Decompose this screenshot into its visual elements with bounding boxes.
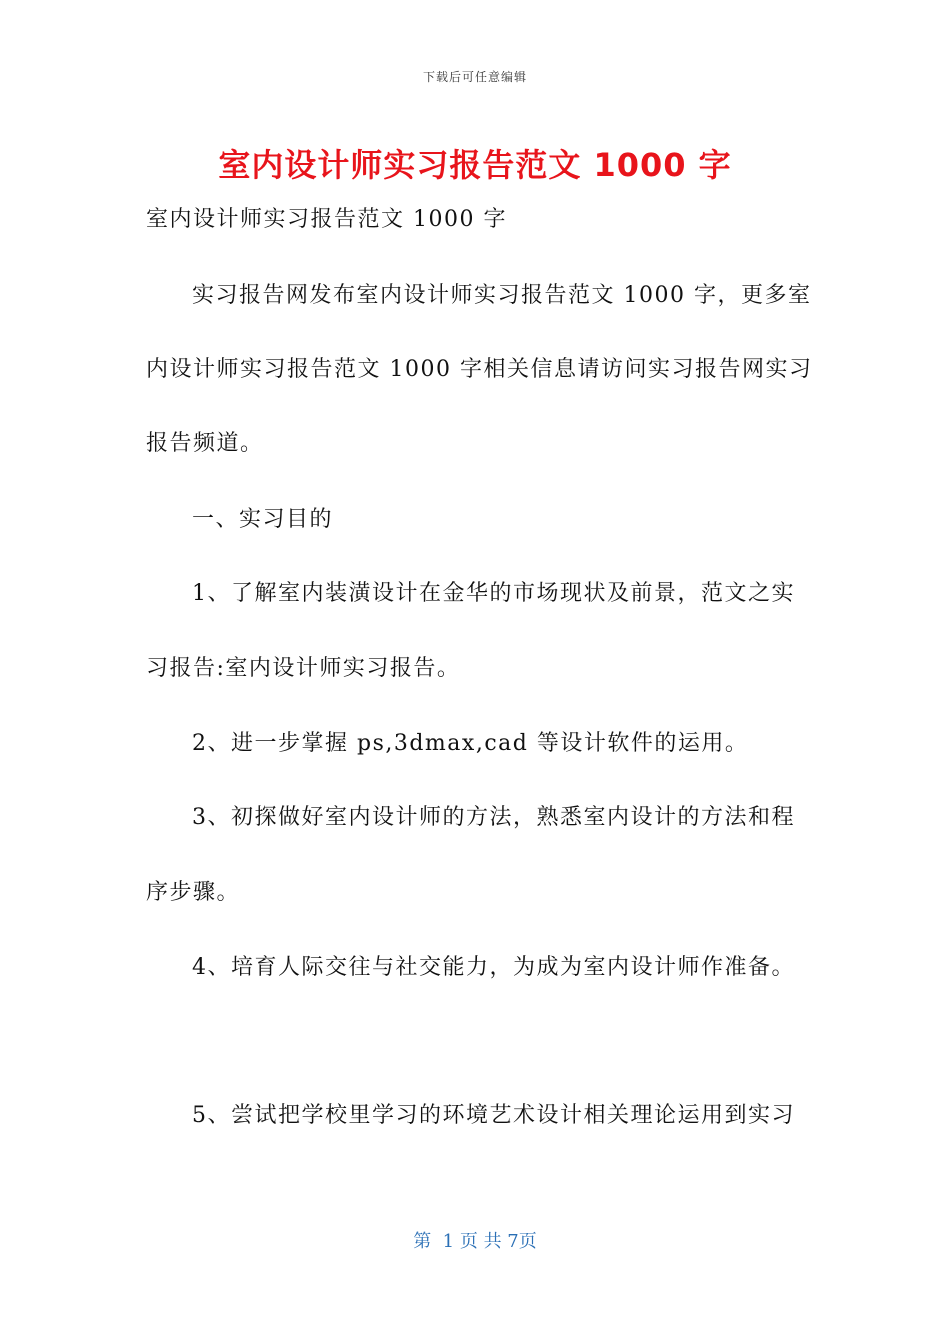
paragraph-line: 实习报告网发布室内设计师实习报告范文 1000 字，更多室 [192, 283, 812, 308]
paragraph-line: 报告频道。 [146, 431, 264, 456]
list-item-line: 2、进一步掌握 ps,3dmax,cad 等设计软件的运用。 [192, 731, 749, 756]
section-heading: 一、实习目的 [192, 507, 334, 532]
header-note: 下载后可任意编辑 [422, 70, 527, 84]
list-item-line: 1、了解室内装潢设计在金华的市场现状及前景，范文之实 [192, 581, 795, 606]
page-number-footer: 第 1 页 共 7页 [413, 1231, 537, 1252]
list-item-line: 5、尝试把学校里学习的环境艺术设计相关理论运用到实习 [192, 1103, 795, 1128]
list-item-line: 序步骤。 [146, 880, 241, 905]
paragraph-line: 内设计师实习报告范文 1000 字相关信息请访问实习报告网实习 [146, 357, 813, 382]
list-item-line: 4、培育人际交往与社交能力，为成为室内设计师作准备。 [192, 955, 795, 980]
subtitle-line: 室内设计师实习报告范文 1000 字 [146, 207, 507, 232]
list-item-line: 3、初探做好室内设计师的方法，熟悉室内设计的方法和程 [192, 805, 795, 830]
list-item-line: 习报告:室内设计师实习报告。 [146, 656, 461, 681]
document-title: 室内设计师实习报告范文 1000 字 [218, 146, 732, 184]
